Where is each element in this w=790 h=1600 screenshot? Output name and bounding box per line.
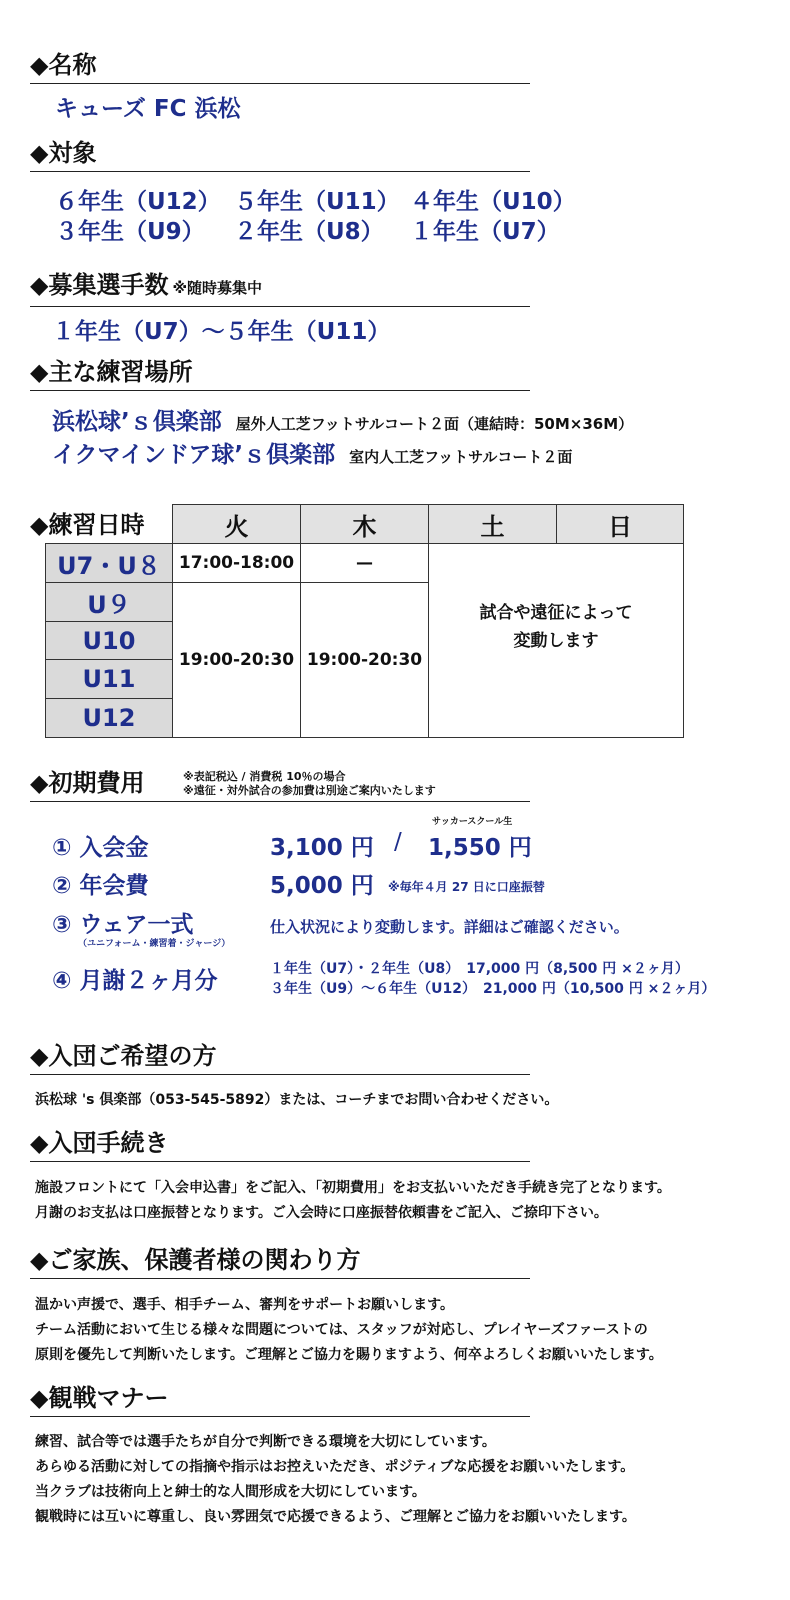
fee-value-wear: 仕入状況により変動します。詳細はご確認ください。 [270, 918, 629, 936]
section-title-schedule: ◆練習日時 [30, 511, 145, 539]
apply-text: 浜松球 's 倶楽部（053-545-5892）または、コーチまでお問い合わせください。 [35, 1092, 559, 1108]
day-header-tue: 火 [172, 504, 301, 544]
fee-value-entry-school: 1,550 円 [428, 835, 532, 861]
fee-monthly-line: １年生（U7）・２年生（U8） 17,000 円（8,500 円 ×２ヶ月） [270, 961, 689, 977]
manner-line: 観戦時には互いに尊重し、良い雰囲気で応援できるよう、ご理解とご協力をお願いいたします。 [35, 1509, 636, 1525]
school-student-label: サッカースクール生 [432, 817, 513, 827]
target-grade: ２年生（U8） [234, 219, 384, 245]
family-line: 温かい声援で、選手、相手チーム、審判をサポートお願いします。 [35, 1297, 455, 1313]
venue-item [52, 436, 572, 469]
fee-wear-sub: （ユニフォーム・練習着・ジャージ） [78, 939, 231, 949]
venue-name: イクマインドア球’ｓ倶楽部 [52, 442, 336, 468]
fee-label-monthly: ④ 月謝２ヶ月分 [52, 968, 218, 994]
manner-line: あらゆる活動に対しての指摘や指示はお控えいただき、ポジティブな応援をお願いいたします。 [35, 1459, 635, 1475]
venue-item [52, 403, 633, 436]
day-header-sat: 土 [428, 504, 557, 544]
section-title-fees: ◆初期費用 [30, 768, 530, 802]
section-title-venue: ◆主な練習場所 [30, 357, 530, 391]
target-grade: ５年生（U11） [234, 189, 400, 215]
section-title-family: ◆ご家族、保護者様の関わり方 [30, 1245, 530, 1279]
day-header-sun: 日 [556, 504, 684, 544]
day-header-thu: 木 [300, 504, 429, 544]
recruit-note: ※随時募集中 [172, 279, 263, 297]
venue-desc: 屋外人工芝フットサルコート２面（連結時：50M×36M） [235, 415, 634, 433]
main-thu-time: 19:00-20:30 [300, 582, 429, 738]
target-grade: ６年生（U12） [55, 189, 221, 215]
family-line: チーム活動において生じる様々な問題については、スタッフが対応し、プレイヤーズファーストの [35, 1322, 648, 1338]
section-title-procedure: ◆入団手続き [30, 1128, 530, 1162]
fee-label-annual: ② 年会費 [52, 873, 149, 899]
group-u11: U11 [45, 659, 173, 699]
procedure-line: 月謝のお支払は口座振替となります。ご入会時に口座振替依頼書をご記入、ご捺印下さい。 [35, 1205, 608, 1221]
manner-line: 当クラブは技術向上と紳士的な人間形成を大切にしています。 [35, 1484, 426, 1500]
recruit-range: １年生（U7）～５年生（U11） [52, 319, 391, 345]
group-u7-u8: U7・U８ [45, 543, 173, 583]
fee-value-annual: 5,000 円 [270, 873, 374, 899]
recruit-title-text: ◆募集選手数 [30, 271, 169, 299]
group-u12: U12 [45, 698, 173, 738]
fees-travel-note: ※遠征・対外試合の参加費は別途ご案内いたします [183, 784, 436, 797]
section-title-manner: ◆観戦マナー [30, 1383, 530, 1417]
team-name: キューズ FC 浜松 [55, 96, 241, 122]
group-u10: U10 [45, 621, 173, 660]
manner-line: 練習、試合等では選手たちが自分で判断できる環境を大切にしています。 [35, 1434, 496, 1450]
venue-name: 浜松球’ｓ倶楽部 [52, 409, 222, 435]
fee-value-entry: 3,100 円 [270, 835, 374, 861]
venue-desc: 室内人工芝フットサルコート２面 [349, 448, 573, 466]
fee-label-wear: ③ ウェア一式 [52, 912, 194, 938]
main-tue-time: 19:00-20:30 [172, 582, 301, 738]
procedure-line: 施設フロントにて「入会申込書」をご記入、「初期費用」をお支払いいただき手続き完了となります。 [35, 1180, 671, 1196]
fee-annual-note: ※毎年４月 27 日に口座振替 [388, 880, 545, 894]
u78-tue-time: 17:00-18:00 [172, 543, 301, 583]
target-grade: ４年生（U10） [410, 189, 576, 215]
weekend-note: 試合や遠征によって 変動します [428, 543, 684, 738]
fee-monthly-line: ３年生（U9）～６年生（U12） 21,000 円（10,500 円 ×２ヶ月） [270, 981, 716, 997]
section-title-name: ◆名称 [30, 50, 530, 84]
fee-separator: / [394, 829, 402, 855]
target-grade: １年生（U7） [410, 219, 560, 245]
section-title-apply: ◆入団ご希望の方 [30, 1041, 530, 1075]
fees-tax-note: ※表記税込 / 消費税 10％の場合 [183, 770, 346, 783]
u78-thu-time: — [300, 543, 429, 583]
section-title-target: ◆対象 [30, 138, 530, 172]
family-line: 原則を優先して判断いたします。ご理解とご協力を賜りますよう、何卒よろしくお願いいたします。 [35, 1347, 663, 1363]
fee-label-entry: ① 入会金 [52, 835, 149, 861]
section-title-recruit [30, 270, 530, 307]
target-grade: ３年生（U9） [55, 219, 205, 245]
group-u9: U９ [45, 582, 173, 622]
